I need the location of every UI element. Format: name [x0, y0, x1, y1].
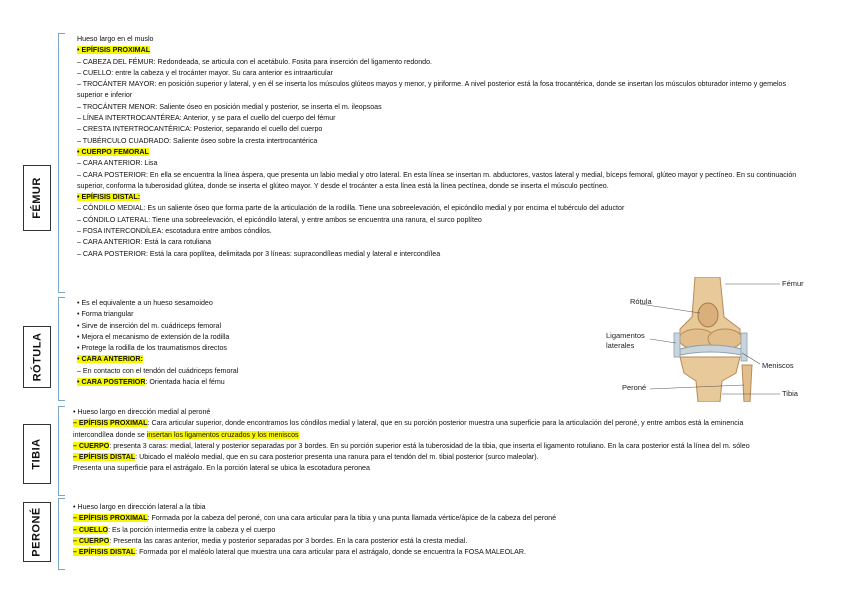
section-label-perone — [23, 502, 51, 562]
femur-distal-item: – CARA ANTERIOR: Está la cara rotuliana — [77, 238, 212, 247]
femur-distal-item: – CÓNDILO MEDIAL: Es un saliente óseo que forma parte de la articulación de la rodilla. Tiene una sobreelevación, el epicóndilo medial y por encima el tubérculo del aductor — [77, 204, 625, 213]
section-label-perone-text: PERONÉ — [31, 507, 43, 557]
section-label-rotula-text: RÓTULA — [31, 332, 44, 382]
femur-block — [77, 34, 797, 260]
section-label-tibia-text: TIBIA — [31, 438, 44, 470]
section-label-tibia — [23, 424, 51, 484]
figure-label-femur: Fémur — [782, 279, 804, 288]
rotula-item: • Es el equivalente a un hueso sesamoideo — [77, 299, 213, 307]
perone-row: – CUELLO: Es la porción intermedia entre la cabeza y el cuerpo — [73, 525, 276, 534]
femur-prox-item: – CRESTA INTERTROCANTÉRICA: Posterior, separando el cuello del cuerpo — [77, 125, 323, 134]
femur-epifisis-distal-heading: • EPÍFISIS DISTAL: — [77, 193, 141, 202]
rotula-cara-anterior-heading: • CARA ANTERIOR: — [77, 355, 143, 364]
rotula-cara-posterior-heading: • CARA POSTERIOR — [77, 378, 146, 387]
figure-label-meniscos: Meniscos — [762, 361, 794, 370]
bracket-rotula — [58, 297, 65, 401]
femur-cuerpo-item: – CARA ANTERIOR: Lisa — [77, 159, 158, 168]
femur-distal-item: – CÓNDILO LATERAL: Tiene una sobreelevación, el epicóndilo lateral, y entre ambos se encuentra una ranura, el surco poplíteo — [77, 215, 482, 224]
rotula-cara-posterior-text: : Orientada hacia el fému — [145, 378, 225, 387]
femur-cuerpo-item: – CARA POSTERIOR: En ella se encuentra la línea áspera, que presenta un labio medial y otro lateral. En esta línea se insertan m. abductores, vastos lateral y medial, bíceps femoral, glúteo mayor y pectíneo. En su continuación superior, conforma la tuberosidad glútea, donde se inserta el glúteo mayor. Y desde el trocánter a esta línea está la línea pectínea, donde se inserta el músculo pectíneo. — [77, 170, 797, 190]
perone-block — [73, 502, 785, 558]
tibia-epifisis-distal: – EPÍFISIS DISTAL: Ubicado el maléolo medial, que en su cara posterior presenta una ranura para el tendón del m. tibial posterior (surco maleolar). — [73, 453, 539, 462]
rotula-item: • Sirve de inserción del m. cuádriceps femoral — [77, 321, 222, 330]
figure-label-rotula: Rótula — [630, 297, 652, 306]
figure-label-tibia: Tibia — [782, 389, 798, 398]
femur-prox-item: – TROCÁNTER MENOR: Saliente óseo en posición medial y posterior, se inserta el m. ileopsoas — [77, 102, 382, 111]
bracket-tibia — [58, 406, 65, 496]
knee-anatomy-figure — [600, 277, 820, 402]
femur-prox-item: – CUELLO: entre la cabeza y el trocánter mayor. Su cara anterior es intraarticular — [77, 68, 333, 77]
tibia-epifisis-distal-2: Presenta una superficie para el astrágalo. En la porción lateral se ubica la escotadura peronea — [73, 464, 370, 473]
perone-intro: • Hueso largo en dirección lateral a la tibia — [73, 503, 206, 511]
tibia-cuerpo: – CUERPO: presenta 3 caras: medial, lateral y posterior separadas por 3 bordes. En su porción superior está la tuberosidad de la tibia, que inserta el ligamento rotuliano. En la cara posterior está la línea del m. sóleo — [73, 441, 750, 450]
perone-row: – EPÍFISIS PROXIMAL: Formada por la cabeza del peroné, con una cara articular para la tibia y una punta llamada vértice/ápice de la cabeza del peroné — [73, 514, 557, 523]
perone-row: – EPÍFISIS DISTAL: Formada por el maléolo lateral que muestra una cara articular para el astrágalo, donde se encuentra la FOSA MALEOLAR. — [73, 548, 526, 557]
femur-prox-item: – TUBÉRCULO CUADRADO: Saliente óseo sobre la cresta intertrocantérica — [77, 136, 318, 145]
figure-label-laterales: laterales — [606, 341, 635, 350]
tibia-highlight: insertan los ligamentos cruzados y los meniscos — [146, 430, 299, 439]
figure-label-perone: Peroné — [622, 383, 647, 392]
femur-prox-item: – LÍNEA INTERTROCANTÉREA: Anterior, y se para el cuello del cuerpo del fémur — [77, 114, 336, 123]
rotula-item: • Mejora el mecanismo de extensión de la rodilla — [77, 332, 230, 341]
bracket-femur — [58, 33, 65, 293]
femur-distal-item: – FOSA INTERCONDÍLEA: escotadura entre ambos cóndilos. — [77, 227, 272, 236]
femur-cuerpo-heading: • CUERPO FEMORAL — [77, 147, 149, 156]
femur-distal-item: – CARA POSTERIOR: Está la cara poplítea, delimitada por 3 líneas: supracondíleas medial y lateral e intercondílea — [77, 249, 441, 258]
section-label-femur — [23, 165, 51, 231]
tibia-intro: • Hueso largo en dirección medial al peroné — [73, 408, 211, 416]
rotula-block — [77, 298, 577, 388]
femur-prox-item: – TROCÁNTER MAYOR: en posición superior y lateral, y en él se inserta los músculos glúteos mayos y menor, y piriforme. A nivel posterior está la fosa trocantérica, donde se insertan los músculos obturador interno y gemelos superior e inferior — [77, 80, 787, 100]
perone-row: – CUERPO: Presenta las caras anterior, media y posterior separadas por 3 bordes. En la cara posterior está la cresta medial. — [73, 536, 468, 545]
bracket-perone — [58, 498, 65, 570]
femur-prox-item: – CABEZA DEL FÉMUR: Redondeada, se articula con el acetábulo. Fosita para inserción del ligamento redondo. — [77, 57, 433, 66]
rotula-item: • Forma triangular — [77, 310, 134, 319]
femur-intro: Hueso largo en el muslo — [77, 35, 154, 43]
femur-epifisis-proximal-heading: • EPÍFISIS PROXIMAL — [77, 46, 151, 55]
figure-label-ligamentos: Ligamentos — [606, 331, 645, 340]
rotula-item: • Protege la rodilla de los traumatismos directos — [77, 344, 227, 353]
tibia-block — [73, 407, 785, 475]
rotula-cara-anterior-text: – En contacto con el tendón del cuádriceps femoral — [77, 366, 239, 375]
section-label-rotula — [23, 326, 51, 388]
tibia-epifisis-proximal: – EPÍFISIS PROXIMAL: Cara articular superior, donde encontramos los cóndilos medial y lateral, que en su porción posterior muestra una superficie para la articulación del peroné, y entre ambos está la eminencia intercondílea donde se insertan los ligamentos cruzados y los meniscos — [73, 419, 744, 439]
section-label-femur-text: FÉMUR — [31, 177, 44, 219]
